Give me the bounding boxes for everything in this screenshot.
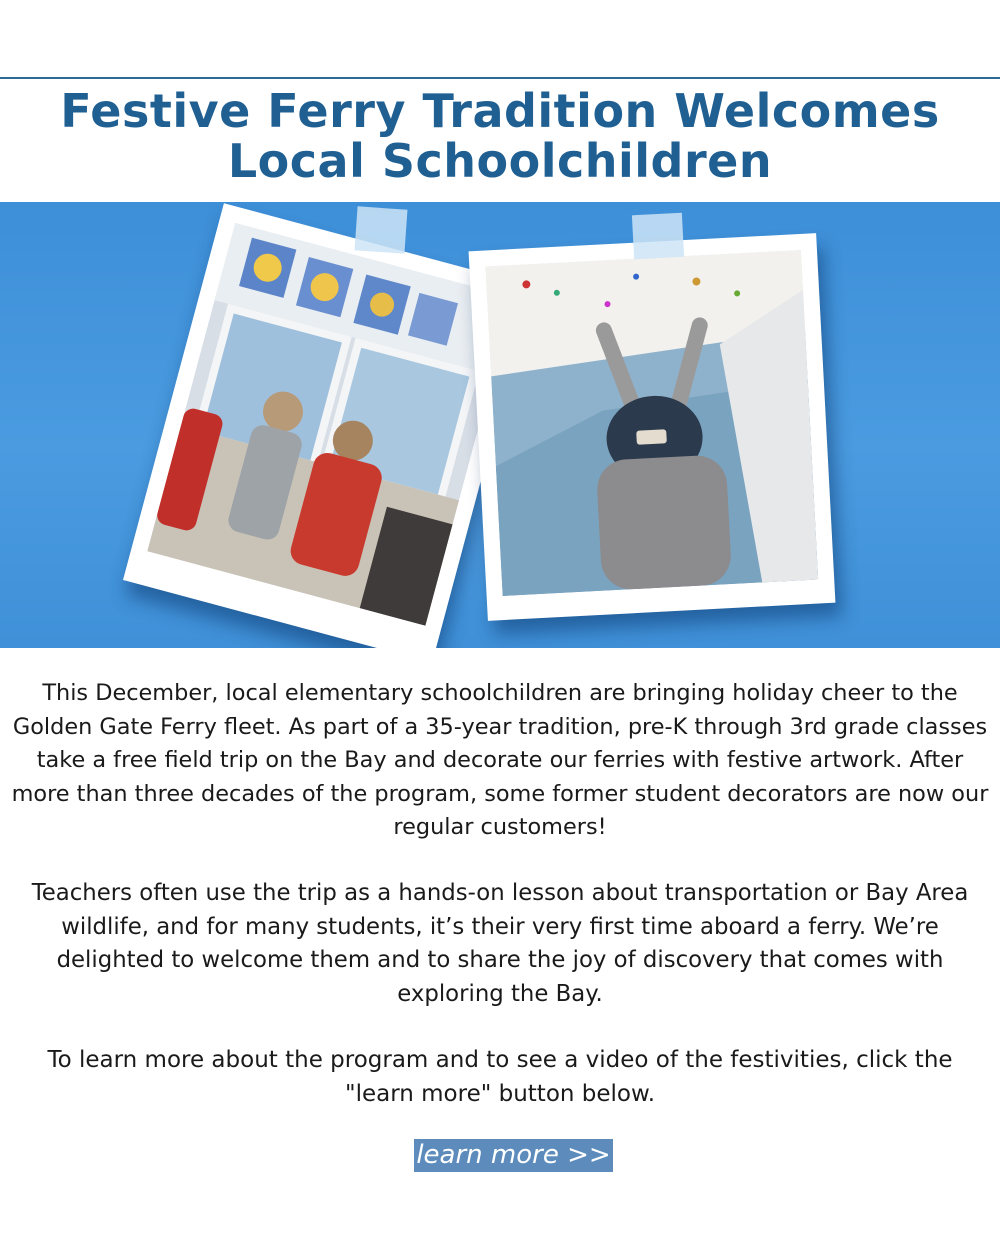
photo-image-child-decorating	[485, 250, 818, 596]
photo-image-children-window	[147, 223, 513, 626]
tape-strip-right	[632, 213, 684, 260]
hero-banner	[0, 202, 1000, 648]
tape-strip-left	[355, 206, 408, 253]
photo-child-decorating-ceiling	[469, 233, 836, 621]
body-paragraph-3: To learn more about the program and to see a video of the festivities, click the "learn more" button below.	[47, 1047, 953, 1107]
header-divider	[0, 77, 1000, 79]
page-title-line-2: Local Schoolchildren	[227, 134, 773, 188]
page-title	[0, 86, 1000, 186]
learn-more-button[interactable]: learn more >>	[414, 1139, 613, 1172]
body-paragraph-1: This December, local elementary schoolchildren are bringing holiday cheer to the Golden Gate Ferry fleet. As part of a 35-year tradition, pre-K through 3rd grade classes take a free field trip on the Bay and decorate our ferries with festive artwork. After more than three decades of the program, some former student decorators are now our regular customers!	[11, 680, 989, 840]
page-title-line-1: Festive Ferry Tradition Welcomes	[60, 84, 940, 138]
body-paragraph-2: Teachers often use the trip as a hands-on lesson about transportation or Bay Area wildlife, and for many students, it’s their very first time aboard a ferry. We’re delighted to welcome them and to share the joy of discovery that comes with exploring the Bay.	[31, 880, 969, 1007]
